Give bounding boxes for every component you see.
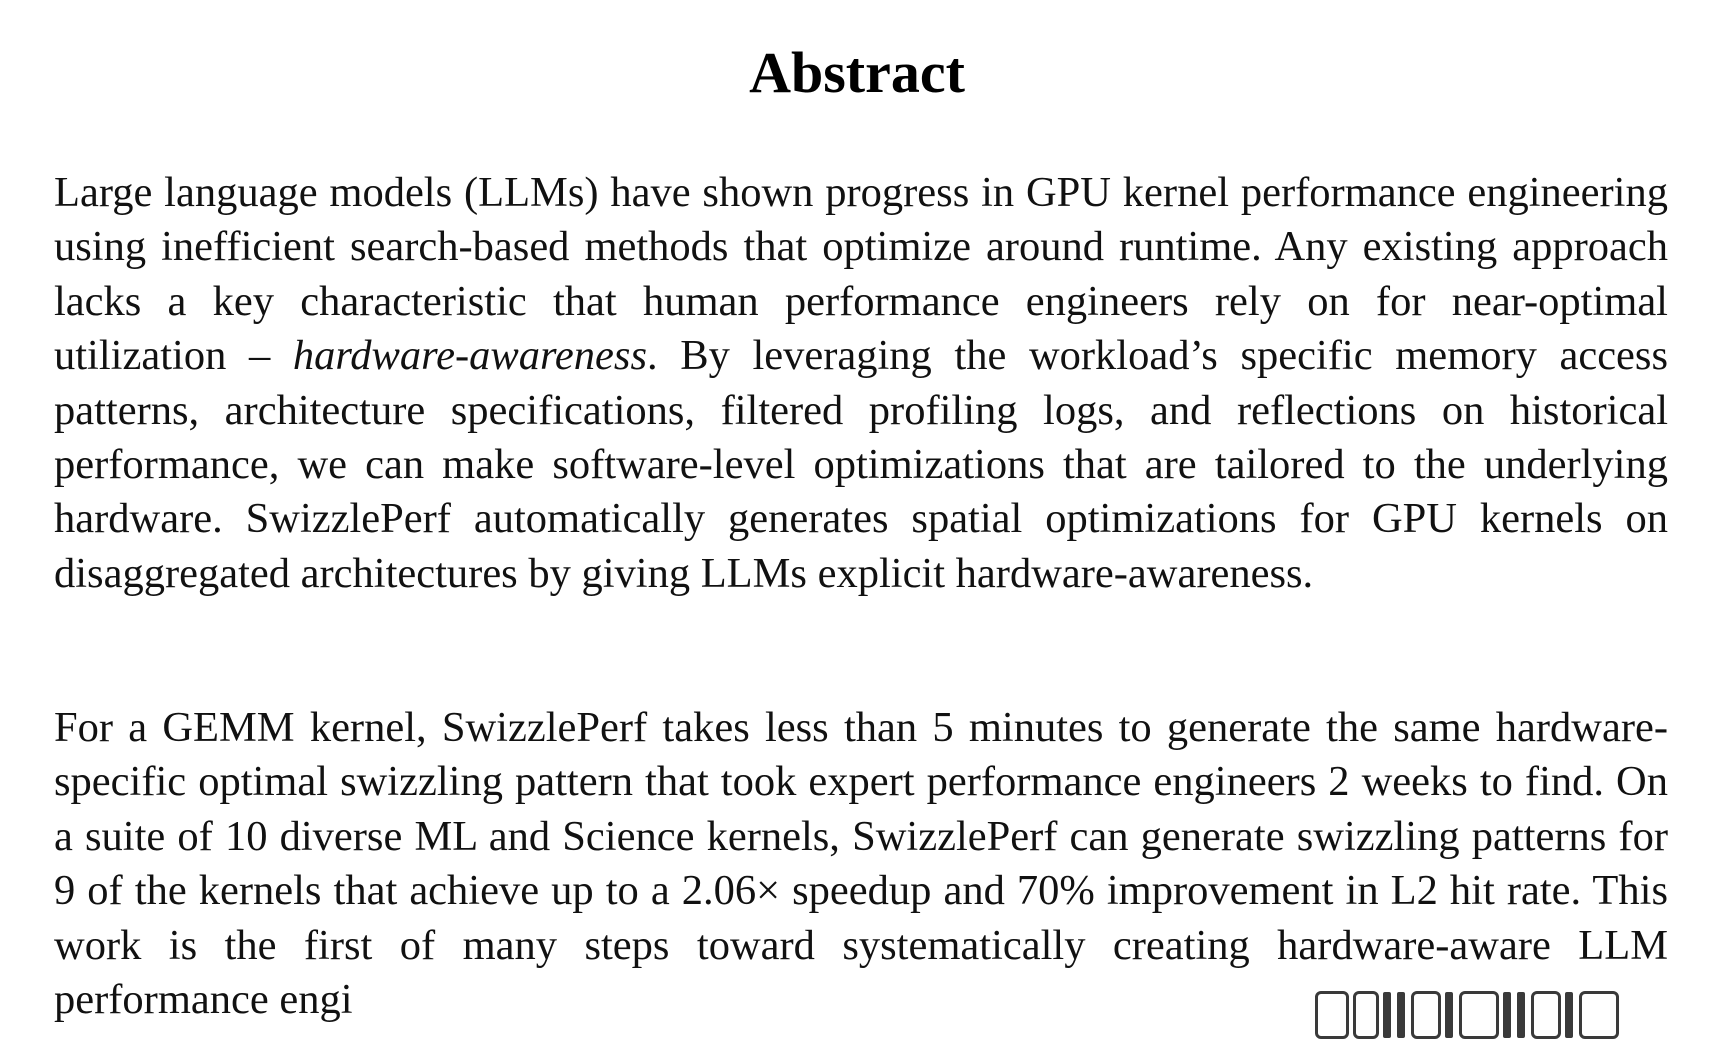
watermark-glyph bbox=[1579, 991, 1619, 1039]
watermark-glyph bbox=[1531, 991, 1561, 1039]
watermark-glyph bbox=[1565, 992, 1573, 1038]
watermark-glyph bbox=[1411, 991, 1441, 1039]
abstract-paragraph-1 bbox=[54, 166, 1668, 601]
watermark-logo-icon bbox=[1315, 990, 1705, 1040]
watermark-glyph bbox=[1353, 991, 1379, 1039]
abstract-paragraph-2 bbox=[54, 701, 1668, 1027]
watermark-glyph bbox=[1445, 992, 1453, 1038]
watermark-glyph bbox=[1383, 992, 1391, 1038]
paragraph-text: Large language models (LLMs) have shown progress in GPU kernel performance engineering using inefficient search-based methods that optimize around runtime. Any existing approach lacks a key characteristic that human performance engineers rely on for near-optimal utilization – bbox=[54, 169, 1668, 380]
watermark-glyph bbox=[1517, 992, 1525, 1038]
watermark-glyph bbox=[1397, 992, 1405, 1038]
emphasized-term: hardware-awareness bbox=[292, 332, 647, 380]
watermark-glyph bbox=[1459, 991, 1499, 1039]
paragraph-text: For a GEMM kernel, SwizzlePerf takes less than 5 minutes to generate the same hardware-specific optimal swizzling pattern that took expert performance engineers 2 weeks to find. On a suite of 10 diverse ML and Science kernels, SwizzlePerf can generate swizzling patterns for 9 of the kernels that achieve up to a 2.06× speedup and 70% improvement in L2 hit rate. This work is the first of many steps toward systematically creating hardware-aware LLM performance engi bbox=[54, 704, 1668, 1024]
section-heading-abstract: Abstract bbox=[749, 40, 965, 105]
watermark-glyph bbox=[1315, 991, 1349, 1039]
watermark-glyph bbox=[1503, 992, 1511, 1038]
paragraph-text: . By leveraging the workload’s specific memory access patterns, architecture specifications, filtered profiling logs, and reflections on historical performance, we can make software-level optimizations that are tailored to the underlying hardware. SwizzlePerf automatically generates spatial optimizations for GPU kernels on disaggregated architectures by giving LLMs explicit hardware-awareness. bbox=[54, 332, 1669, 597]
